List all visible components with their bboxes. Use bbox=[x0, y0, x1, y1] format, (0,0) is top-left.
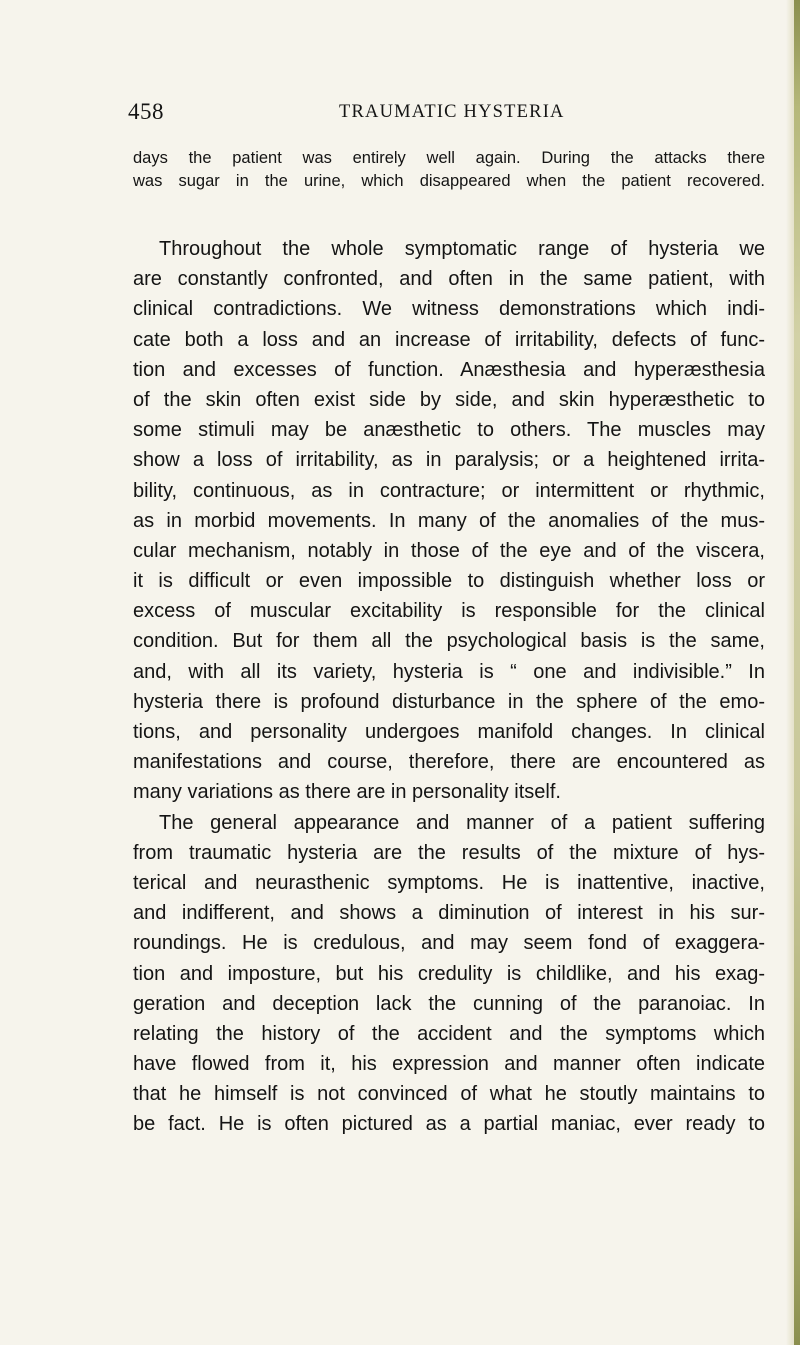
body-line: that he himself is not convinced of what he stoutly maintains to bbox=[133, 1083, 765, 1106]
running-head: TRAUMATIC HYSTERIA bbox=[339, 102, 565, 122]
intro-paragraph bbox=[133, 147, 765, 193]
body-line: of the skin often exist side by side, and skin hyperæsthetic to bbox=[133, 388, 765, 411]
body-line: be fact. He is often pictured as a partial maniac, ever ready to bbox=[133, 1113, 765, 1136]
body-line: roundings. He is credulous, and may seem fond of exaggera- bbox=[133, 932, 765, 955]
body-line: Throughout the whole symptomatic range of hysteria we bbox=[159, 238, 765, 260]
body-text bbox=[133, 234, 765, 1140]
body-line: The general appearance and manner of a patient suffering bbox=[159, 811, 765, 834]
body-line: have flowed from it, his expression and manner often indicate bbox=[133, 1053, 765, 1076]
body-line: relating the history of the accident and the symptoms which bbox=[133, 1022, 765, 1045]
body-line: clinical contradictions. We witness demonstrations which indi- bbox=[133, 298, 765, 321]
body-line: cular mechanism, notably in those of the eye and of the viscera, bbox=[133, 539, 765, 562]
page-header bbox=[128, 99, 760, 129]
intro-line: was sugar in the urine, which disappeared when the patient recovered. bbox=[133, 172, 765, 190]
body-line: excess of muscular excitability is responsible for the clinical bbox=[133, 600, 765, 623]
body-line: tion and excesses of function. Anæsthesia and hyperæsthesia bbox=[133, 358, 765, 381]
body-line: bility, continuous, as in contracture; or intermittent or rhythmic, bbox=[133, 479, 765, 502]
body-line: cate both a loss and an increase of irritability, defects of func- bbox=[133, 328, 765, 351]
body-line: it is difficult or even impossible to distinguish whether loss or bbox=[133, 570, 765, 593]
intro-line: days the patient was entirely well again. During the attacks there bbox=[133, 149, 765, 167]
body-line: show a loss of irritability, as in paralysis; or a heightened irrita- bbox=[133, 449, 765, 472]
body-line: some stimuli may be anæsthetic to others. The muscles may bbox=[133, 419, 765, 442]
body-line: are constantly confronted, and often in the same patient, with bbox=[133, 268, 765, 291]
page-number: 458 bbox=[128, 99, 164, 124]
body-line: and indifferent, and shows a diminution of interest in his sur- bbox=[133, 902, 765, 925]
body-line: tion and imposture, but his credulity is childlike, and his exag- bbox=[133, 962, 765, 985]
body-line: terical and neurasthenic symptoms. He is inattentive, inactive, bbox=[133, 871, 765, 894]
body-line: as in morbid movements. In many of the anomalies of the mus- bbox=[133, 509, 765, 532]
body-line: geration and deception lack the cunning of the paranoiac. In bbox=[133, 992, 765, 1015]
body-line: many variations as there are in personality itself. bbox=[133, 781, 561, 804]
body-line: tions, and personality undergoes manifold changes. In clinical bbox=[133, 721, 765, 743]
body-line: from traumatic hysteria are the results of the mixture of hys- bbox=[133, 841, 765, 864]
body-line: condition. But for them all the psychological basis is the same, bbox=[133, 630, 765, 653]
body-line: and, with all its variety, hysteria is “ one and indivisible.” In bbox=[133, 660, 765, 683]
body-line: hysteria there is profound disturbance in the sphere of the emo- bbox=[133, 690, 765, 713]
page-edge-shadow bbox=[794, 0, 800, 1345]
body-line: manifestations and course, therefore, there are encountered as bbox=[133, 751, 765, 774]
